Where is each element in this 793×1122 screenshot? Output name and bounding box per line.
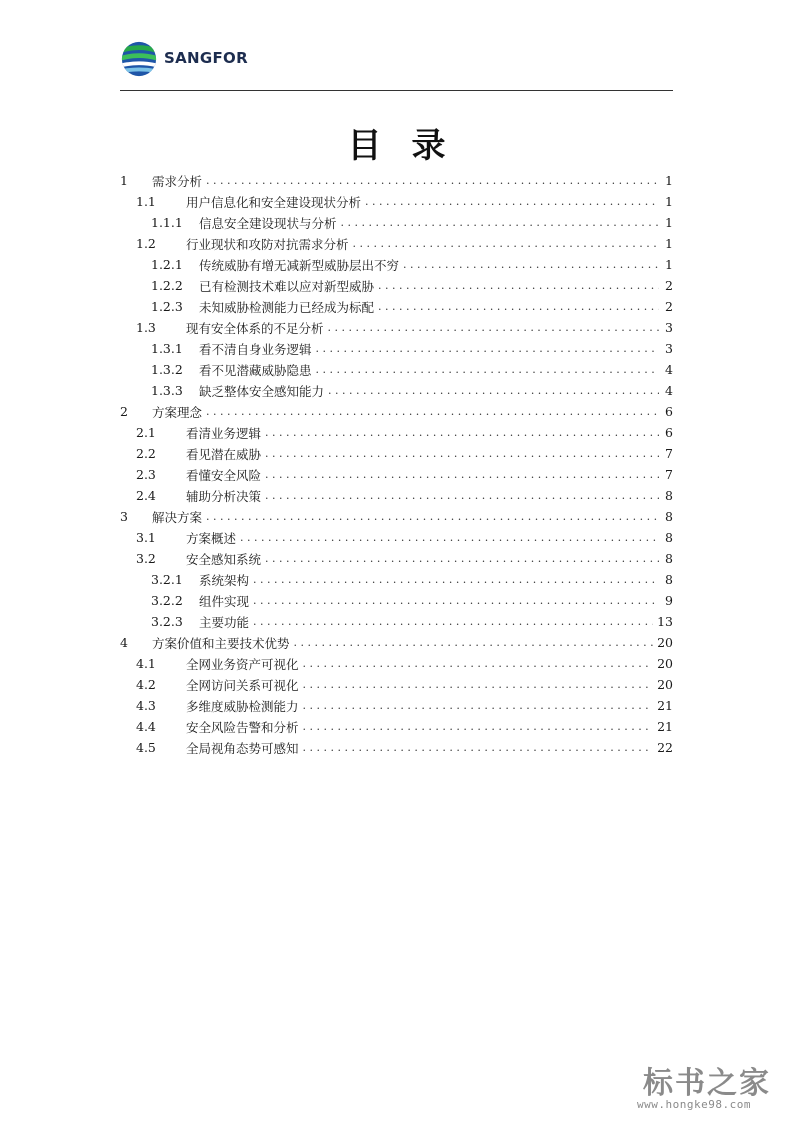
toc-entry-page: 8 bbox=[665, 488, 673, 503]
toc-entry-number: 3.2.2 bbox=[151, 593, 183, 608]
toc-entry-page: 1 bbox=[665, 215, 673, 230]
toc-entry[interactable] bbox=[120, 527, 673, 548]
toc-dot-leader bbox=[265, 468, 659, 481]
toc-entry-page: 8 bbox=[665, 551, 673, 566]
page-header bbox=[120, 36, 673, 91]
sangfor-logo-text: SANGFOR bbox=[164, 49, 248, 67]
toc-dot-leader bbox=[294, 636, 654, 649]
toc-entry[interactable] bbox=[120, 485, 673, 506]
toc-entry[interactable] bbox=[120, 590, 673, 611]
toc-entry[interactable] bbox=[120, 695, 673, 716]
toc-dot-leader bbox=[303, 741, 654, 754]
toc-entry-number: 2.2 bbox=[136, 446, 156, 461]
toc-entry-page: 1 bbox=[665, 194, 673, 209]
toc-entry-title: 组件实现 bbox=[199, 593, 250, 609]
toc-entry[interactable] bbox=[120, 254, 673, 275]
toc-dot-leader bbox=[365, 195, 659, 208]
toc-entry-title: 已有检测技术难以应对新型威胁 bbox=[199, 278, 375, 294]
toc-entry-page: 20 bbox=[657, 656, 673, 671]
toc-entry-number: 4.5 bbox=[136, 740, 156, 755]
toc-entry-page: 6 bbox=[665, 404, 673, 419]
toc-entry-number: 2.3 bbox=[136, 467, 156, 482]
toc-dot-leader bbox=[378, 300, 659, 313]
toc-entry-title: 主要功能 bbox=[199, 614, 250, 630]
toc-dot-leader bbox=[341, 216, 659, 229]
toc-entry-title: 系统架构 bbox=[199, 572, 250, 588]
toc-entry-number: 3 bbox=[120, 509, 128, 524]
toc-dot-leader bbox=[403, 258, 659, 271]
toc-entry-title: 信息安全建设现状与分析 bbox=[199, 215, 337, 231]
toc-entry[interactable] bbox=[120, 464, 673, 485]
toc-entry-page: 22 bbox=[657, 740, 673, 755]
toc-entry-page: 1 bbox=[665, 173, 673, 188]
toc-entry-number: 3.2.3 bbox=[151, 614, 183, 629]
toc-entry[interactable] bbox=[120, 275, 673, 296]
toc-entry[interactable] bbox=[120, 338, 673, 359]
toc-entry[interactable] bbox=[120, 359, 673, 380]
toc-entry-title: 多维度威胁检测能力 bbox=[186, 698, 299, 714]
toc-entry-number: 3.2 bbox=[136, 551, 156, 566]
toc-entry-title: 全网业务资产可视化 bbox=[186, 656, 299, 672]
toc-entry-number: 2.1 bbox=[136, 425, 156, 440]
toc-entry[interactable] bbox=[120, 317, 673, 338]
toc-entry-page: 8 bbox=[665, 509, 673, 524]
toc-dot-leader bbox=[353, 237, 659, 250]
toc-dot-leader bbox=[206, 510, 659, 523]
toc-entry-page: 6 bbox=[665, 425, 673, 440]
toc-entry-page: 21 bbox=[657, 698, 673, 713]
toc-dot-leader bbox=[303, 699, 654, 712]
toc-dot-leader bbox=[265, 489, 659, 502]
toc-entry-page: 20 bbox=[657, 677, 673, 692]
toc-dot-leader bbox=[378, 279, 659, 292]
toc-entry[interactable] bbox=[120, 191, 673, 212]
toc-entry-title: 辅助分析决策 bbox=[186, 488, 262, 504]
toc-entry-title: 用户信息化和安全建设现状分析 bbox=[186, 194, 362, 210]
toc-entry[interactable] bbox=[120, 212, 673, 233]
toc-dot-leader bbox=[206, 174, 659, 187]
table-of-contents bbox=[120, 170, 673, 758]
toc-dot-leader bbox=[253, 615, 653, 628]
toc-entry[interactable] bbox=[120, 233, 673, 254]
toc-entry-title: 方案理念 bbox=[152, 404, 203, 420]
toc-entry[interactable] bbox=[120, 569, 673, 590]
toc-entry-page: 4 bbox=[665, 362, 673, 377]
toc-entry[interactable] bbox=[120, 422, 673, 443]
toc-entry-title: 安全感知系统 bbox=[186, 551, 262, 567]
toc-entry-number: 1.3.1 bbox=[151, 341, 183, 356]
watermark bbox=[637, 1058, 787, 1118]
toc-dot-leader bbox=[328, 384, 659, 397]
toc-dot-leader bbox=[303, 678, 654, 691]
toc-entry-number: 1.3.2 bbox=[151, 362, 183, 377]
toc-entry-page: 2 bbox=[665, 299, 673, 314]
toc-entry-number: 4.2 bbox=[136, 677, 156, 692]
toc-entry[interactable] bbox=[120, 170, 673, 191]
toc-entry-page: 8 bbox=[665, 572, 673, 587]
toc-entry-number: 1.3.3 bbox=[151, 383, 183, 398]
toc-entry-number: 1.2.1 bbox=[151, 257, 183, 272]
toc-dot-leader bbox=[206, 405, 659, 418]
toc-entry[interactable] bbox=[120, 380, 673, 401]
toc-entry-page: 8 bbox=[665, 530, 673, 545]
toc-entry[interactable] bbox=[120, 653, 673, 674]
toc-entry-page: 13 bbox=[657, 614, 673, 629]
toc-entry-title: 需求分析 bbox=[152, 173, 203, 189]
toc-entry-title: 缺乏整体安全感知能力 bbox=[199, 383, 325, 399]
toc-entry-title: 看不清自身业务逻辑 bbox=[199, 341, 312, 357]
toc-entry[interactable] bbox=[120, 611, 673, 632]
toc-entry-number: 3.1 bbox=[136, 530, 156, 545]
toc-entry[interactable] bbox=[120, 401, 673, 422]
toc-entry-title: 看见潜在威胁 bbox=[186, 446, 262, 462]
toc-entry-number: 1.2 bbox=[136, 236, 156, 251]
toc-entry[interactable] bbox=[120, 737, 673, 758]
toc-entry[interactable] bbox=[120, 716, 673, 737]
toc-entry-title: 看不见潜藏威胁隐患 bbox=[199, 362, 312, 378]
toc-dot-leader bbox=[265, 552, 659, 565]
watermark-name: 标书之家 bbox=[643, 1066, 771, 1101]
toc-dot-leader bbox=[265, 426, 659, 439]
toc-entry-title: 未知威胁检测能力已经成为标配 bbox=[199, 299, 375, 315]
toc-entry-page: 2 bbox=[665, 278, 673, 293]
toc-entry-page: 4 bbox=[665, 383, 673, 398]
toc-entry[interactable] bbox=[120, 548, 673, 569]
toc-entry-page: 21 bbox=[657, 719, 673, 734]
sangfor-logo-icon bbox=[120, 40, 158, 78]
toc-dot-leader bbox=[303, 720, 654, 733]
toc-entry-title: 方案概述 bbox=[186, 530, 237, 546]
toc-entry-title: 传统威胁有增无减新型威胁层出不穷 bbox=[199, 257, 400, 273]
watermark-url: www.hongke98.com bbox=[637, 1098, 751, 1111]
toc-entry-title: 看清业务逻辑 bbox=[186, 425, 262, 441]
toc-entry-page: 7 bbox=[665, 446, 673, 461]
toc-dot-leader bbox=[240, 531, 659, 544]
toc-dot-leader bbox=[316, 342, 659, 355]
toc-dot-leader bbox=[265, 447, 659, 460]
toc-dot-leader bbox=[253, 594, 659, 607]
toc-entry-number: 1.2.3 bbox=[151, 299, 183, 314]
toc-entry[interactable] bbox=[120, 296, 673, 317]
toc-entry-page: 1 bbox=[665, 236, 673, 251]
toc-entry-title: 现有安全体系的不足分析 bbox=[186, 320, 324, 336]
toc-entry[interactable] bbox=[120, 632, 673, 653]
toc-entry-title: 全局视角态势可感知 bbox=[186, 740, 299, 756]
toc-entry-number: 2.4 bbox=[136, 488, 156, 503]
toc-entry-number: 2 bbox=[120, 404, 128, 419]
toc-entry-title: 全网访问关系可视化 bbox=[186, 677, 299, 693]
toc-entry-title: 安全风险告警和分析 bbox=[186, 719, 299, 735]
toc-entry-number: 4.4 bbox=[136, 719, 156, 734]
toc-entry-page: 3 bbox=[665, 341, 673, 356]
toc-entry[interactable] bbox=[120, 674, 673, 695]
toc-entry[interactable] bbox=[120, 506, 673, 527]
toc-entry[interactable] bbox=[120, 443, 673, 464]
toc-entry-page: 9 bbox=[665, 593, 673, 608]
toc-entry-title: 解决方案 bbox=[152, 509, 203, 525]
toc-entry-number: 3.2.1 bbox=[151, 572, 183, 587]
toc-entry-page: 3 bbox=[665, 320, 673, 335]
toc-entry-page: 7 bbox=[665, 467, 673, 482]
toc-entry-number: 1.2.2 bbox=[151, 278, 183, 293]
toc-dot-leader bbox=[328, 321, 659, 334]
toc-entry-number: 4.1 bbox=[136, 656, 156, 671]
toc-dot-leader bbox=[253, 573, 659, 586]
toc-entry-title: 行业现状和攻防对抗需求分析 bbox=[186, 236, 349, 252]
toc-entry-title: 看懂安全风险 bbox=[186, 467, 262, 483]
toc-dot-leader bbox=[303, 657, 654, 670]
toc-dot-leader bbox=[316, 363, 659, 376]
page-title: 目录 bbox=[347, 126, 476, 166]
toc-entry-number: 4 bbox=[120, 635, 128, 650]
toc-entry-number: 1 bbox=[120, 173, 128, 188]
toc-entry-title: 方案价值和主要技术优势 bbox=[152, 635, 290, 651]
toc-entry-page: 20 bbox=[657, 635, 673, 650]
toc-entry-number: 4.3 bbox=[136, 698, 156, 713]
toc-entry-number: 1.1.1 bbox=[151, 215, 183, 230]
toc-entry-number: 1.1 bbox=[136, 194, 156, 209]
toc-entry-page: 1 bbox=[665, 257, 673, 272]
toc-entry-number: 1.3 bbox=[136, 320, 156, 335]
